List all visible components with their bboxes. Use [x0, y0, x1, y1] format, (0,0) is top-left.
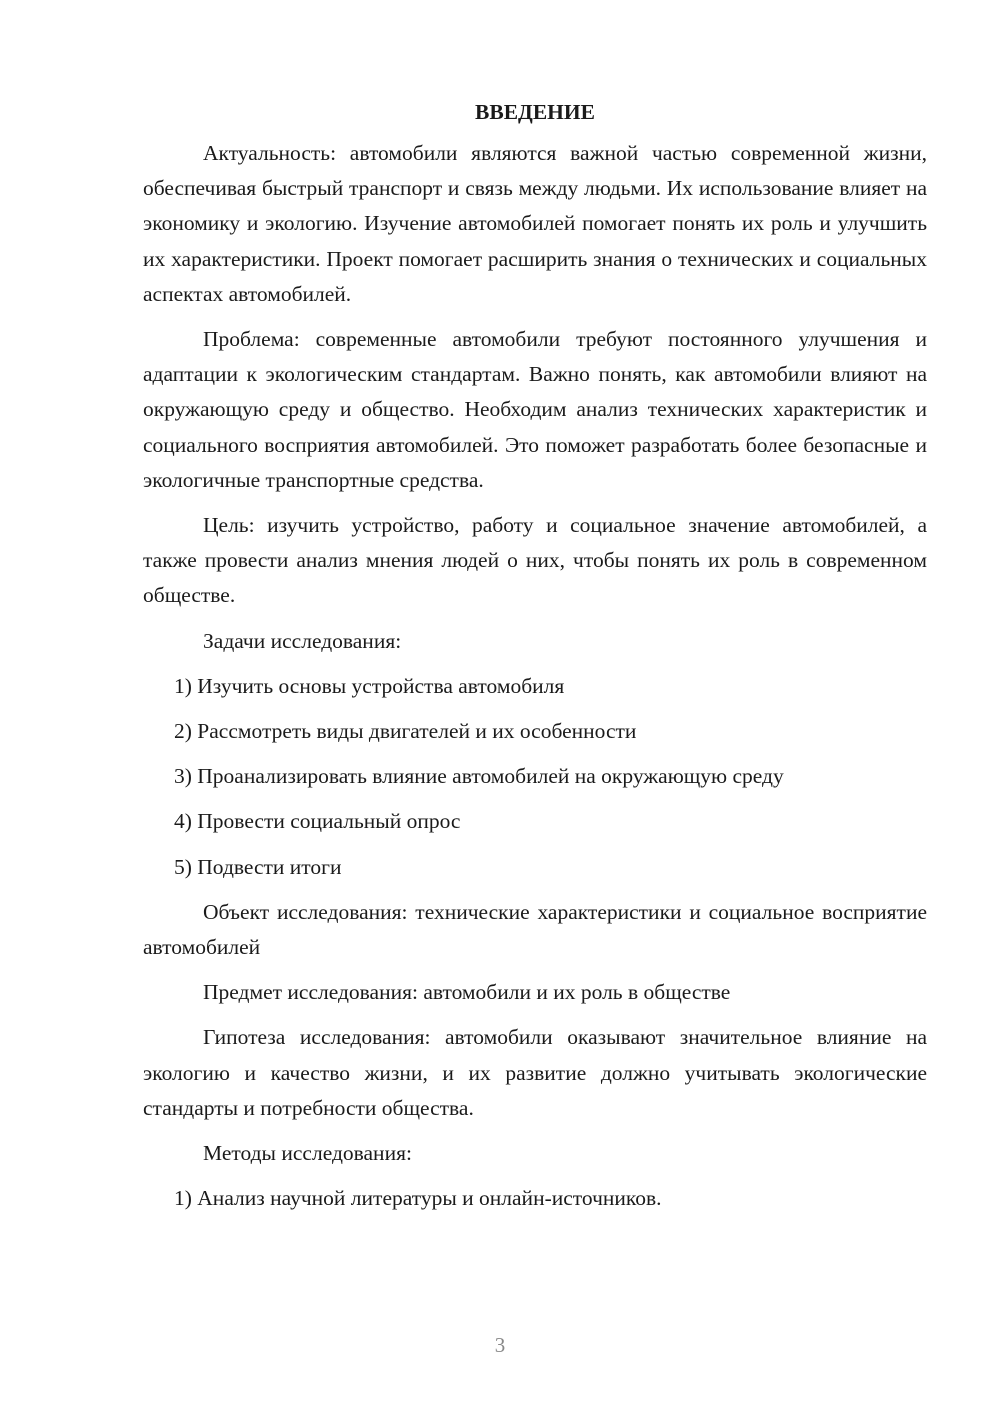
list-item: 5) Подвести итоги [174, 854, 342, 879]
object-paragraph: Объект исследования: технические характеристики и социальное восприятие автомобилей [143, 899, 927, 960]
tasks-list [143, 669, 927, 885]
page-number: 3 [494, 1333, 506, 1357]
goal-paragraph: Цель: изучить устройство, работу и социальное значение автомобилей, а также провести анализ мнения людей о них, чтобы понять их роль в современном обществе. [143, 513, 927, 608]
relevance-paragraph: Актуальность: автомобили являются важной частью современной жизни, обеспечивая быстрый транспорт и связь между людьми. Их использование влияет на экономику и экологию. Изучение автомобилей помогает понять их роль и улучшить их характеристики. Проект помогает расширить знания о технических и социальных аспектах автомобилей. [143, 141, 927, 306]
page-content [143, 97, 927, 1226]
list-item: 3) Проанализировать влияние автомобилей на окружающую среду [174, 764, 784, 789]
methods-heading: Методы исследования: [203, 1141, 412, 1166]
methods-list [143, 1181, 927, 1216]
list-item: 4) Провести социальный опрос [174, 809, 461, 834]
list-item: 2) Рассмотреть виды двигателей и их особенности [174, 719, 637, 744]
problem-paragraph: Проблема: современные автомобили требуют постоянного улучшения и адаптации к экологическим стандартам. Важно понять, как автомобили влияют на окружающую среду и общество. Необходим анализ технических характеристик и социального восприятия автомобилей. Это поможет разработать более безопасные и экологичные транспортные средства. [143, 327, 927, 492]
list-item: 1) Анализ научной литературы и онлайн-источников. [174, 1186, 662, 1211]
list-item: 1) Изучить основы устройства автомобиля [174, 673, 565, 698]
subject-paragraph: Предмет исследования: автомобили и их роль в обществе [203, 980, 731, 1005]
hypothesis-paragraph: Гипотеза исследования: автомобили оказывают значительное влияние на экологию и качество жизни, и их развитие должно учитывать экологические стандарты и потребности общества. [143, 1025, 927, 1120]
tasks-heading: Задачи исследования: [203, 628, 402, 653]
page-title: ВВЕДЕНИЕ [475, 100, 595, 124]
